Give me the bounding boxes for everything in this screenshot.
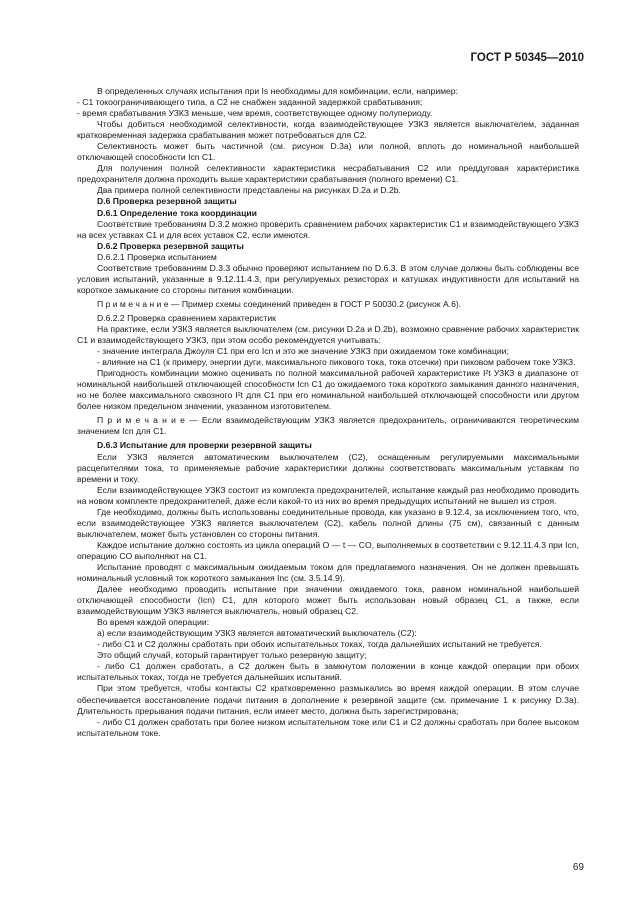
paragraph: В определенных случаях испытания при Is необходимы для комбинации, если, например: <box>97 86 458 96</box>
section-heading: D.6.1 Определение тока координации <box>97 207 257 218</box>
paragraph: Два примера полной селективности представлены на рисунках D.2a и D.2b. <box>97 185 401 196</box>
paragraph: Если взаимодействующее УЗКЗ состоит из комплекта предохранителей, испытание каждый раз необходимо проводить на новом комплекте предохранителей, даже если какой-то из них во время предыдущих испытаний не вышел из строя. <box>77 484 579 506</box>
paragraph: - C1 токоограничивающего типа, а C2 не снабжен заданной задержкой срабатывания; <box>77 97 423 108</box>
paragraph: Это общий случай, который гарантирует только резервную защиту; <box>97 650 367 661</box>
section-heading: D.6.3 Испытание для проверки резервной защиты <box>97 440 312 451</box>
page-number: 69 <box>572 862 584 873</box>
section-heading: D.6 Проверка резервной защиты <box>97 196 237 207</box>
paragraph: Чтобы добиться необходимой селективности, когда взаимодействующее УЗКЗ является выключателем, заданная кратковременная задержка срабатывания может потребоваться для C2. <box>77 119 579 141</box>
paragraph: Для получения полной селективности характеристика несрабатывания C2 или преддуговая характеристика предохранителя должна проходить выше характеристики срабатывания (полного времени) C1. <box>77 163 579 185</box>
paragraph: D.6.2.1 Проверка испытанием <box>97 251 217 262</box>
paragraph: Соответствие требованиям D.3.2 можно проверить сравнением рабочих характеристик C1 и взаимодействующего УЗКЗ на всех уставках C1 и для всех уставок C2, если имеются. <box>77 218 579 240</box>
paragraph: - либо C1 должен сработать, а C2 должен быть в замкнутом положении в конце каждой операции при обоих испытательных токах, тогда не требуется дальнейших испытаний. <box>77 661 579 683</box>
paragraph: - либо C1 и C2 должны сработать при обоих испытательных токах, тогда дальнейших испытаний не требуется. <box>97 639 542 650</box>
paragraph: Селективность может быть частичной (см. рисунок D.3a) или полной, вплоть до номинальной наибольшей отключающей способности Icn C1. <box>77 141 579 163</box>
paragraph: - время срабатывания УЗКЗ меньше, чем время, соответствующее одному полупериоду. <box>77 108 433 119</box>
paragraph: Соответствие требованиям D.3.3 обычно проверяют испытанием по D.6.3. В этом случае должны быть соблюдены все условия испытаний, указанные в 9.12.11.4.3, при регулируемых резисторах и катушках индуктивности для испытаний на короткое замыкание со стороны питания комбинации. <box>77 262 579 295</box>
note-paragraph: П р и м е ч а н и е — Если взаимодействующим УЗКЗ является предохранитель, ограничиваются теоретическим значением Icn для C1. <box>77 415 579 437</box>
paragraph: - либо C1 должен сработать при более низком испытательном токе или C1 и C2 должны сработать при более высоком испытательном токе. <box>77 716 579 738</box>
paragraph: Где необходимо, должны быть использованы соединительные провода, как указано в 9.12.4, за исключением того, что, если взаимодействующее УЗКЗ является выключателем (C2), кабель полной длины (75 см), связанный с данным выключателем, может быть установлен со стороны питания. <box>77 506 579 539</box>
paragraph: Каждое испытание должно состоять из цикла операций O — t — CO, выполняемых в соответствии с 9.12.11.4.3 при Icn, операцию CO выполняют на C1. <box>77 539 579 561</box>
paragraph: а) если взаимодействующим УЗКЗ является автоматический выключатель (C2): <box>97 628 417 639</box>
paragraph: При этом требуется, чтобы контакты C2 кратковременно размыкались во время каждой операции. В этом случае обеспечивается восстановление подачи питания в дополнение к резервной защите (см. примечание 1 к рисунку D.3a). Длительность прерывания подачи питания, если имеет место, должна быть зарегистрирована; <box>77 683 579 716</box>
paragraph: Если УЗКЗ является автоматическим выключателем (C2), оснащенным регулируемыми максимальными расцепителями тока, то применяемые рабочие характеристики должны соответствовать максимальным уставкам по времени и току. <box>77 451 579 484</box>
paragraph: - влияние на C1 (к примеру, энергии дуги, максимального пикового тока, тока отсечки) при пиковом рабочем токе УЗКЗ. <box>97 357 576 368</box>
paragraph: Испытание проводят с максимальным ожидаемым током для предлагаемого назначения. Он не должен превышать номинальный условный ток короткого замыкания Inc (см. 3.5.14.9). <box>77 561 579 584</box>
paragraph: На практике, если УЗКЗ является выключателем (см. рисунки D.2a и D.2b), возможно сравнение рабочих характеристик C1 и взаимодействующего УЗКЗ, при этом особо рекомендуется учитывать: <box>77 323 579 346</box>
document-body <box>77 86 579 739</box>
paragraph: Пригодность комбинации можно оценивать по полной максимальной рабочей характеристике I²t УЗКЗ в диапазоне от номинальной наибольшей отключающей способности Icn C1 до ожидаемого тока короткого замыкания данного назначения, но не более максимального сквозного I²t для C1 при его номинальной наибольшей отключающей способности или другом более низком предельном значении, указанном изготовителем. <box>77 368 579 412</box>
standard-header: ГОСТ Р 50345—2010 <box>470 52 584 64</box>
paragraph: Во время каждой операции: <box>97 617 210 628</box>
paragraph: D.6.2.2 Проверка сравнением характеристик <box>97 312 276 323</box>
paragraph: Далее необходимо проводить испытание при значении ожидаемого тока, равном номинальной наибольшей отключающей способности (Icn) C1, для которого может быть использован новый образец C1, а также, если взаимодействующим УЗКЗ является выключатель, новый образец C2. <box>77 584 579 617</box>
note-paragraph: П р и м е ч а н и е — Пример схемы соединений приведен в ГОСТ Р 50030.2 (рисунок А.6). <box>97 298 462 309</box>
paragraph: - значение интеграла Джоуля C1 при его Icn и это же значение УЗКЗ при ожидаемом токе комбинации; <box>97 346 509 357</box>
section-heading: D.6.2 Проверка резервной защиты <box>97 240 244 251</box>
